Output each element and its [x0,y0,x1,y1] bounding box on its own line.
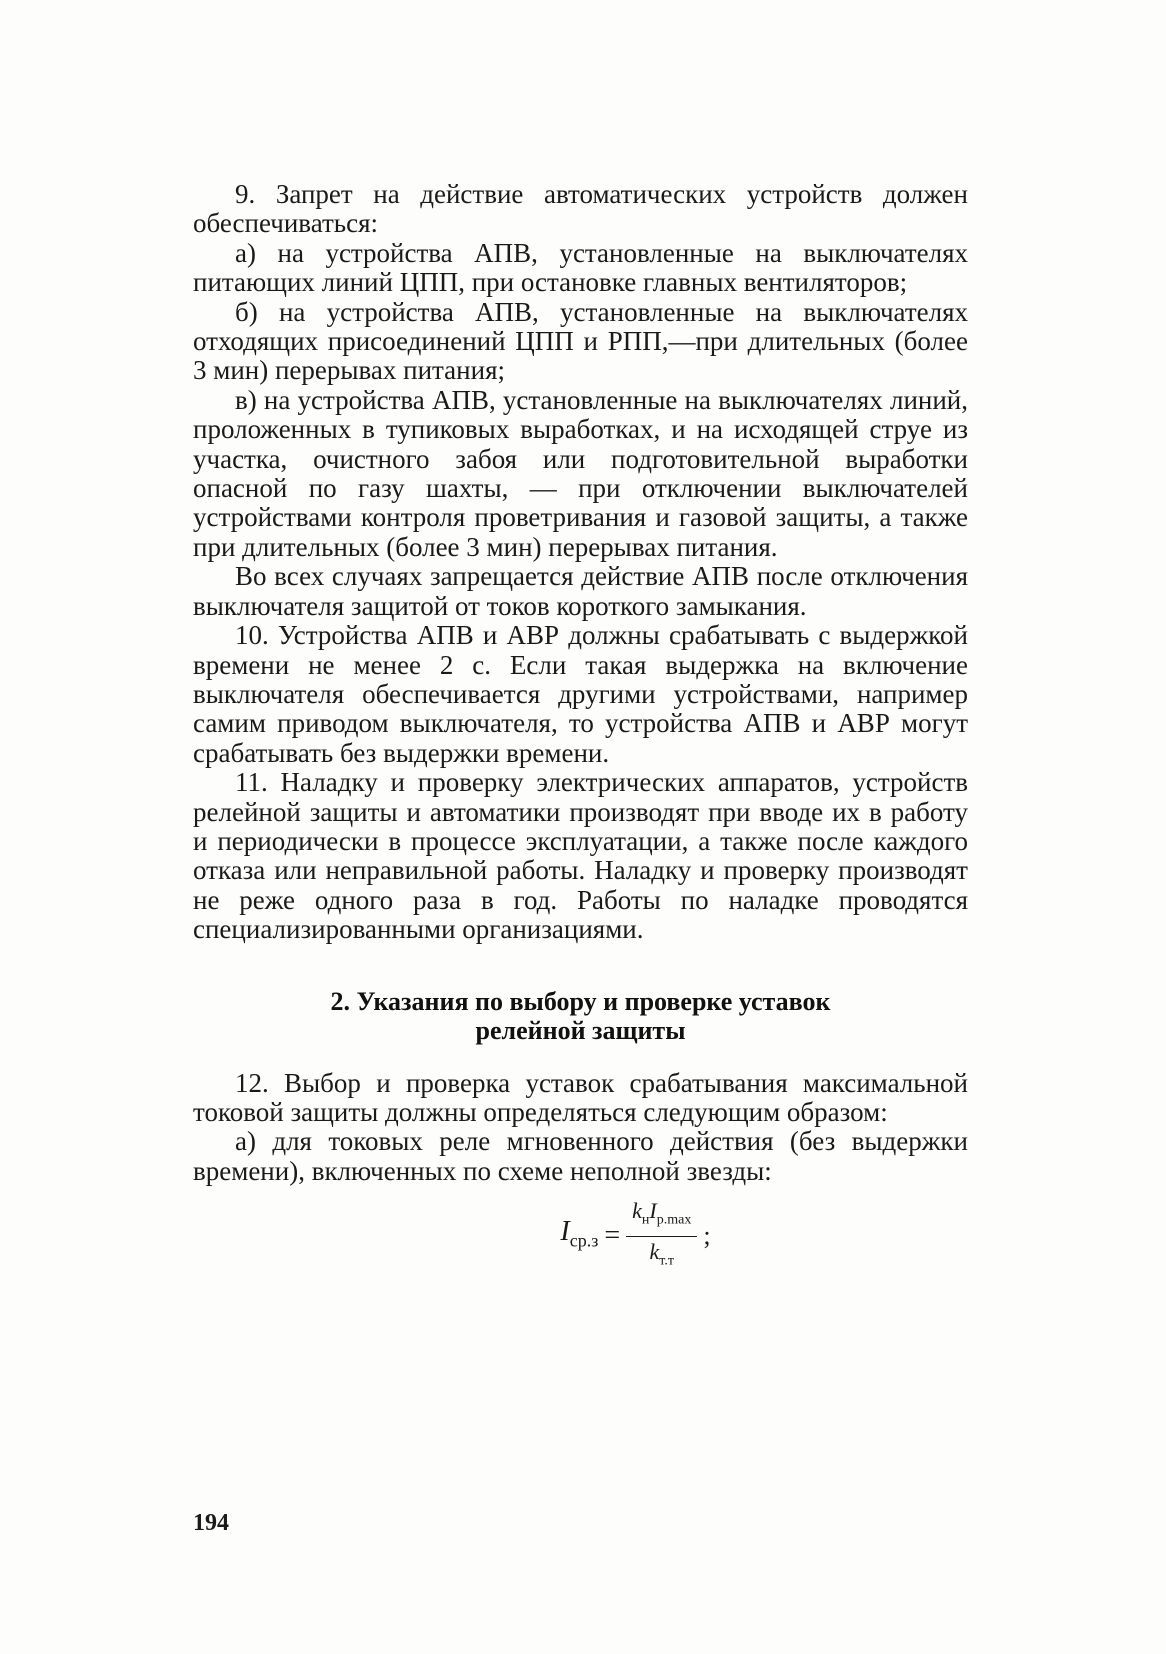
paragraph-11: 11. Наладку и проверку электрических аппаратов, устройств релейной защиты и автоматики производят при вводе их в работу и периодически в процессе эксплуатации, а также после каждого отказа или неправильной работы. Наладку и проверку производят не реже одного раза в год. Работы по наладке проводятся специализированными организациями. [193,767,968,945]
section-heading-line-1: 2. Указания по выбору и проверке уставок [330,986,831,1016]
body-text [193,180,968,1274]
paragraph-12: 12. Выбор и проверка уставок срабатывания максимальной токовой защиты должны определяться следующим образом: [193,1067,968,1127]
formula-equals: = [604,1220,621,1252]
paragraph-9-note: Во всех случаях запрещается действие АПВ после отключения выключателя защитой от токов короткого замыкания. [193,561,968,621]
paragraph-10: 10. Устройства АПВ и АВР должны срабатывать с выдержкой времени не менее 2 с. Если такая выдержка на включение выключателя обеспечивается другими устройствами, например самим приводом выключателя, то устройства АПВ и АВР могут срабатывать без выдержки времени. [193,620,968,768]
paragraph-12a: а) для токовых реле мгновенного действия (без выдержки времени), включенных по схеме неполной звезды: [193,1126,968,1186]
paragraph-9: 9. Запрет на действие автоматических устройств должен обеспечиваться: [193,179,968,239]
paragraph-9a: а) на устройства АПВ, установленные на выключателях питающих линий ЦПП, при остановке главных вентиляторов; [193,237,968,298]
formula-denominator: $k_{т.т}$ [649,1238,674,1268]
page-number: 194 [193,1510,229,1536]
formula-fraction [626,1198,697,1274]
formula-numerator: $k_нI_{р.max}$ [626,1198,697,1236]
formula-setting-current [193,1198,968,1274]
formula-lhs: $I_{ср.з}$ [560,1215,599,1251]
section-heading [193,987,968,1045]
paragraph-9b: б) на устройства АПВ, установленные на выключателях отходящих присоединений ЦПП и РПП,—при длительных (более 3 мин) перерывах питания; [193,296,968,386]
formula-semicolon: ; [703,1221,711,1251]
paragraph-9c: в) на устройства АПВ, установленные на выключателях линий, проложенных в тупиковых выработках, и на исходящей струе из участка, очистного забоя или подготовительной выработки опасной по газу шахты, — при отключении выключателей устройствами контроля проветривания и газовой защиты, а также при длительных (более 3 мин) перерывах питания. [193,384,968,562]
section-heading-line-2: релейной защиты [475,1015,686,1045]
